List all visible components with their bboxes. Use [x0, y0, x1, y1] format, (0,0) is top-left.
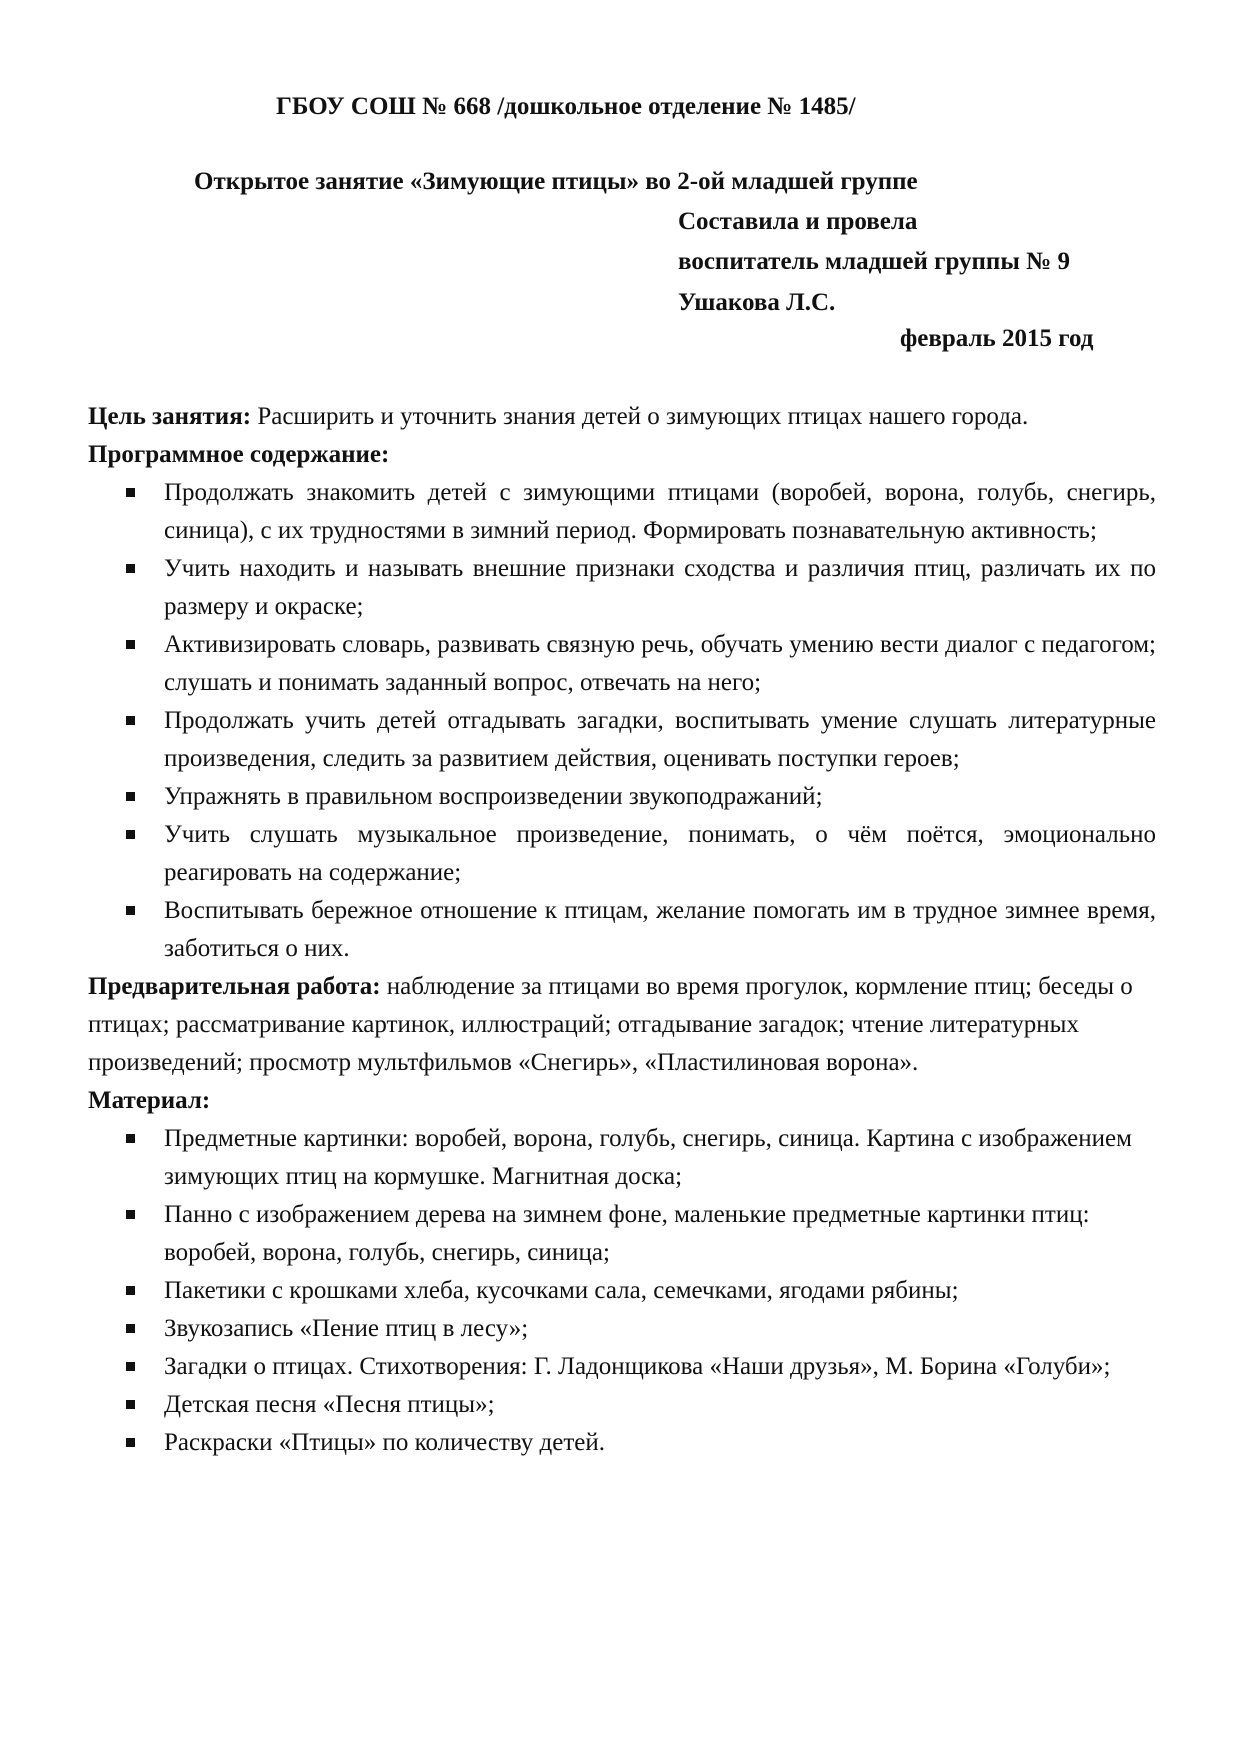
list-item — [88, 778, 1156, 816]
list-item — [88, 702, 1156, 778]
list-item — [88, 1310, 1156, 1348]
preliminary-text: наблюдение за птицами во время прогулок, кормление птиц; беседы о птицах; рассматривание картинок, иллюстраций; отгадывание загадок; чтение литературных произведений; просмотр мультфильмов «Снегирь», «Пластилиновая ворона». — [88, 973, 1133, 1076]
document-body — [88, 398, 1156, 1462]
preliminary-label: Предварительная работа: — [88, 973, 381, 1000]
list-item — [88, 1196, 1156, 1272]
bullet-icon — [126, 1400, 135, 1409]
list-item-text: Учить слушать музыкальное произведение, понимать, о чём поётся, эмоционально реагировать на содержание; — [164, 821, 1156, 886]
list-item-text: Учить находить и называть внешние признаки сходства и различия птиц, различать их по размеру и окраске; — [164, 555, 1156, 620]
list-item-text: Продолжать знакомить детей с зимующими птицами (воробей, ворона, голубь, снегирь, синица), с их трудностями в зимний период. Формировать познавательную активность; — [164, 479, 1156, 544]
list-item — [88, 474, 1156, 550]
list-item — [88, 892, 1156, 968]
program-list — [88, 474, 1156, 968]
bullet-icon — [126, 830, 135, 839]
institution-heading: ГБОУ СОШ № 668 /дошкольное отделение № 1485/ — [276, 93, 856, 120]
bullet-icon — [126, 716, 135, 725]
bullet-icon — [126, 488, 135, 497]
list-item — [88, 816, 1156, 892]
list-item-text: Звукозапись «Пение птиц в лесу»; — [164, 1315, 529, 1342]
list-item-text: Упражнять в правильном воспроизведении звукоподражаний; — [164, 783, 823, 810]
list-item-text: Раскраски «Птицы» по количеству детей. — [164, 1429, 606, 1456]
list-item-text: Панно с изображением дерева на зимнем фоне, маленькие предметные картинки птиц: воробей, ворона, голубь, снегирь, синица; — [164, 1201, 1090, 1266]
goal-text: Расширить и уточнить знания детей о зимующих птицах нашего города. — [257, 403, 1029, 430]
list-item-text: Продолжать учить детей отгадывать загадки, воспитывать умение слушать литературные произведения, следить за развитием действия, оценивать поступки героев; — [164, 707, 1156, 772]
bullet-icon — [126, 564, 135, 573]
document-date: февраль 2015 год — [900, 325, 1094, 352]
material-heading: Материал: — [88, 1087, 211, 1114]
bullet-icon — [126, 1362, 135, 1371]
bullet-icon — [126, 1286, 135, 1295]
list-item — [88, 1386, 1156, 1424]
material-list — [88, 1120, 1156, 1462]
list-item — [88, 1272, 1156, 1310]
list-item — [88, 1120, 1156, 1196]
author-name: Ушакова Л.С. — [678, 289, 836, 316]
lesson-title: Открытое занятие «Зимующие птицы» во 2-ой младшей группе — [194, 168, 918, 195]
list-item-text: Активизировать словарь, развивать связную речь, обучать умению вести диалог с педагогом; слушать и понимать заданный вопрос, отвечать на него; — [164, 631, 1156, 696]
goal-paragraph — [88, 398, 1156, 436]
author-line-1: Составила и провела — [678, 208, 918, 235]
list-item — [88, 550, 1156, 626]
bullet-icon — [126, 1324, 135, 1333]
bullet-icon — [126, 1134, 135, 1143]
bullet-icon — [126, 1438, 135, 1447]
author-line-2: воспитатель младшей группы № 9 — [678, 248, 1070, 275]
list-item-text: Воспитывать бережное отношение к птицам, желание помогать им в трудное зимнее время, заботиться о них. — [164, 897, 1156, 962]
bullet-icon — [126, 1210, 135, 1219]
list-item-text: Пакетики с крошками хлеба, кусочками сала, семечками, ягодами рябины; — [164, 1277, 959, 1304]
program-heading: Программное содержание: — [88, 441, 390, 468]
bullet-icon — [126, 640, 135, 649]
list-item-text: Загадки о птицах. Стихотворения: Г. Ладонщикова «Наши друзья», М. Борина «Голуби»; — [164, 1353, 1111, 1380]
preliminary-paragraph — [88, 968, 1156, 1082]
list-item — [88, 1348, 1156, 1386]
list-item-text: Детская песня «Песня птицы»; — [164, 1391, 495, 1418]
bullet-icon — [126, 906, 135, 915]
list-item — [88, 1424, 1156, 1462]
goal-label: Цель занятия: — [88, 403, 252, 430]
list-item — [88, 626, 1156, 702]
bullet-icon — [126, 792, 135, 801]
list-item-text: Предметные картинки: воробей, ворона, голубь, снегирь, синица. Картина с изображением зимующих птиц на кормушке. Магнитная доска; — [164, 1125, 1132, 1190]
